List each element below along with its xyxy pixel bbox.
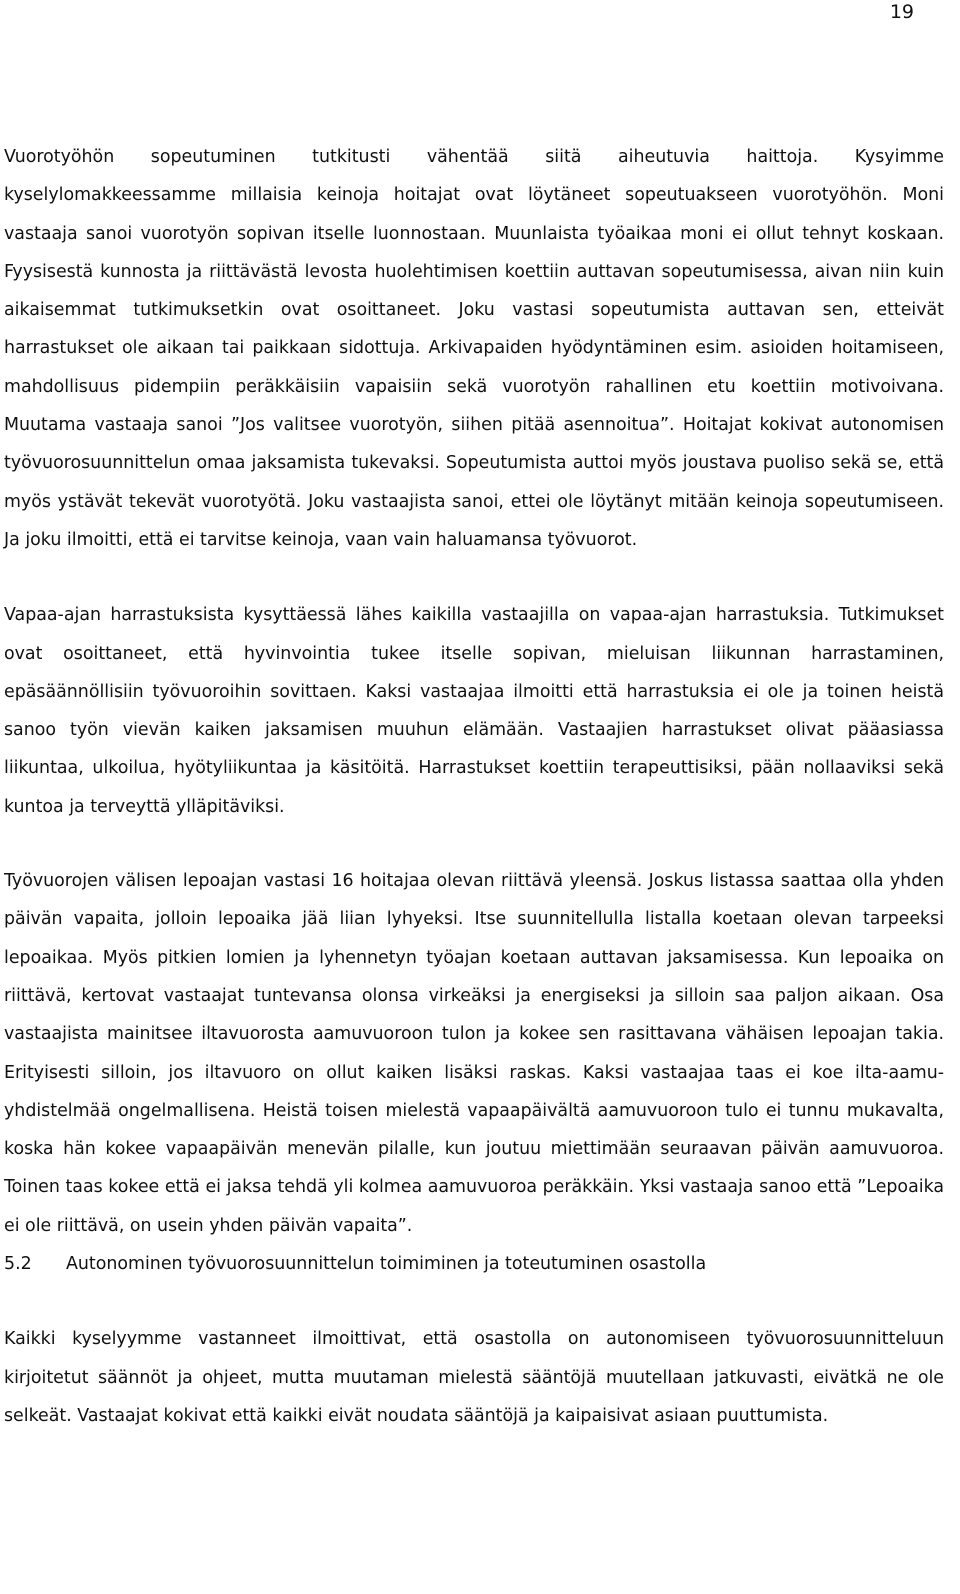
page-number: 19 [889, 1, 914, 23]
section-title: Autonominen työvuorosuunnittelun toimiminen ja toteutuminen osastolla [66, 1254, 707, 1275]
paragraph-spacer [4, 826, 944, 862]
paragraph-hobbies: Vapaa-ajan harrastuksista kysyttäessä lähes kaikilla vastaajilla on vapaa-ajan harrastuksia. Tutkimukset ovat osoittaneet, että hyvinvointia tukee itselle sopivan, mieluisan liikunnan harrastaminen, epäsäännöllisiin työvuoroihin sovittaen. Kaksi vastaajaa ilmoitti että harrastuksia ei ole ja toinen heistä sanoo työn vievän kaiken jaksamisen muuhun elämään. Vastaajien harrastukset olivat pääasiassa liikuntaa, ulkoilua, hyötyliikuntaa ja käsitöitä. Harrastukset koettiin terapeuttisiksi, pään nollaaviksi sekä kuntoa ja terveyttä ylläpitäviksi. [4, 605, 944, 817]
document-body [4, 138, 944, 1435]
paragraph-rest-time: Työvuorojen välisen lepoajan vastasi 16 hoitajaa olevan riittävä yleensä. Joskus listassa saattaa olla yhden päivän vapaita, jolloin lepoaika jää liian lyhyeksi. Itse suunnitellulla listalla koetaan olevan tarpeeksi lepoaikaa. Myös pitkien lomien ja lyhennetyn työajan koetaan auttavan jaksamisessa. Kun lepoaika on riittävä, kertovat vastaajat tuntevansa olonsa virkeäksi ja energiseksi ja silloin saa paljon aikaan. Osa vastaajista mainitsee iltavuorosta aamuvuoroon tulon ja kokee sen rasittavana vähäisen lepoajan takia. Erityisesti silloin, jos iltavuoro on ollut kaiken lisäksi raskas. Kaksi vastaajaa taas ei koe ilta-aamu-yhdistelmää ongelmallisena. Heistä toisen mielestä vapaapäivältä aamuvuoroon tulo ei tunnu mukavalta, koska hän kokee vapaapäivän menevän pilalle, kun joutuu miettimään seuraavan päivän aamuvuoroa. Toinen taas kokee että ei jaksa tehdä yli kolmea aamuvuoroa peräkkäin. Yksi vastaaja sanoo että ”Lepoaika ei ole riittävä, on usein yhden päivän vapaita”. [4, 871, 944, 1236]
section-number: 5.2 [4, 1254, 32, 1275]
section-heading [4, 1245, 944, 1283]
paragraph-adaptation: Vuorotyöhön sopeutuminen tutkitusti vähentää siitä aiheutuvia haittoja. Kysyimme kyselylomakkeessamme millaisia keinoja hoitajat ovat löytäneet sopeutuakseen vuorotyöhön. Moni vastaaja sanoi vuorotyön sopivan itselle luonnostaan. Muunlaista työaikaa moni ei ollut tehnyt koskaan. Fyysisestä kunnosta ja riittävästä levosta huolehtimisen koettiin auttavan sopeutumisessa, aivan niin kuin aikaisemmat tutkimuksetkin ovat osoittaneet. Joku vastasi sopeutumista auttavan sen, etteivät harrastukset ole aikaan tai paikkaan sidottuja. Arkivapaiden hyödyntäminen esim. asioiden hoitamiseen, mahdollisuus pidempiin peräkkäisiin vapaisiin sekä vuorotyön rahallinen etu koettiin motivoivana. Muutama vastaaja sanoi ”Jos valitsee vuorotyön, siihen pitää asennoitua”. Hoitajat kokivat autonomisen työvuorosuunnittelun omaa jaksamista tukevaksi. Sopeutumista auttoi myös joustava puoliso sekä se, että myös ystävät tekevät vuorotyötä. Joku vastaajista sanoi, ettei ole löytänyt mitään keinoja sopeutumiseen. Ja joku ilmoitti, että ei tarvitse keinoja, vaan vain haluamansa työvuorot. [4, 147, 944, 550]
paragraph-spacer [4, 559, 944, 596]
paragraph-rules: Kaikki kyselyymme vastanneet ilmoittivat, että osastolla on autonomiseen työvuorosuunnitteluun kirjoitetut säännöt ja ohjeet, mutta muutaman mielestä sääntöjä muutellaan jatkuvasti, eivätkä ne ole selkeät. Vastaajat kokivat että kaikki eivät noudata sääntöjä ja kaipaisivat asiaan puuttumista. [4, 1329, 944, 1426]
paragraph-spacer [4, 1283, 944, 1320]
